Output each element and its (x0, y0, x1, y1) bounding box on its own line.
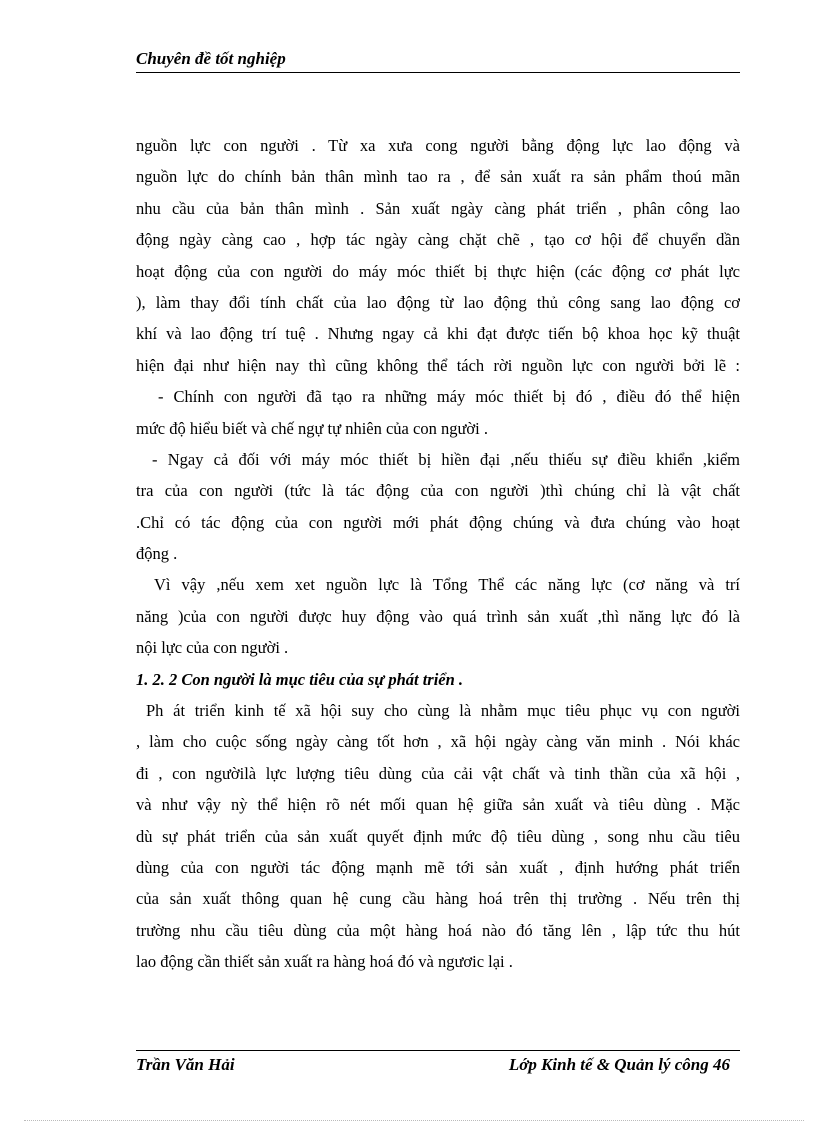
text-line: - Chính con người đã tạo ra những máy móc thiết bị đó , điều đó thể hiện (158, 387, 740, 407)
text-line: hoạt động của con người do máy móc thiết bị thực hiện (các động cơ phát lực (136, 261, 740, 281)
text-line: của sản xuất thông quan hệ cung cầu hàng hoá trên thị trường . Nếu trên thị (136, 889, 740, 909)
text-line: nguồn lực con người . Từ xa xưa cong người bằng động lực lao động và (136, 136, 740, 155)
text-line: Ph át triển kinh tế xã hội suy cho cùng là nhằm mục tiêu phục vụ con người (146, 701, 740, 721)
text-line: ), làm thay đổi tính chất của lao động từ lao động thủ công sang lao động cơ (136, 292, 740, 312)
text-line: Vì vậy ,nếu xem xet nguồn lực là Tổng Thể các năng lực (cơ năng và trí (154, 575, 740, 595)
footer-author: Trần Văn Hải (136, 1055, 235, 1074)
text-line: .Chỉ có tác động của con người mới phát động chúng và đưa chúng vào hoạt (136, 512, 740, 532)
text-line: khí và lao động trí tuệ . Nhưng ngay cả khi đạt được tiến bộ khoa học kỹ thuật (136, 324, 740, 344)
text-line: - Ngay cả đối với máy móc thiết bị hiền đại ,nếu thiếu sự điều khiển ,kiểm (152, 449, 740, 469)
text-line: năng )của con người được huy động vào quá trình sản xuất ,thì năng lực đó là (136, 606, 740, 626)
text-line: dù sự phát triển của sản xuất quyết định mức độ tiêu dùng , song nhu cầu tiêu (136, 826, 740, 846)
text-line: đi , con ngườilà lực lượng tiêu dùng của cải vật chất và tinh thần của xã hội , (136, 763, 740, 783)
document-body (136, 130, 740, 978)
text-line: động . (136, 544, 178, 564)
text-line: và như vậy nỳ thể hiện rõ nét mối quan hệ giữa sản xuất và tiêu dùng . Mặc (136, 795, 740, 815)
section-heading: 1. 2. 2 Con người là mục tiêu của sự phát triển . (136, 669, 464, 689)
text-line: động ngày càng cao , hợp tác ngày càng chặt chẽ , tạo cơ hội để chuyển dần (136, 230, 740, 250)
text-line: hiện đại như hiện nay thì cũng không thể tách rời nguồn lực con người bởi lẽ : (136, 355, 740, 375)
text-line: nguồn lực do chính bản thân mình tao ra , để sản xuất ra sản phẩm thoú mãn (136, 167, 740, 187)
text-line: , làm cho cuộc sống ngày càng tốt hơn , xã hội ngày càng văn minh . Nói khác (136, 732, 740, 752)
text-line: lao động cần thiết sản xuất ra hàng hoá đó và ngươic lại . (136, 952, 513, 972)
text-line: mức độ hiểu biết và chế ngự tự nhiên của con người . (136, 418, 488, 438)
text-line: nhu cầu của bản thân mình . Sản xuất ngày càng phát triển , phân công lao (136, 198, 740, 218)
footer-class: Lớp Kinh tế & Quản lý công 46 (508, 1055, 730, 1074)
footer-divider (136, 1050, 740, 1051)
text-line: dùng của con người tác động mạnh mẽ tới sản xuất , định hướng phát triển (136, 857, 740, 877)
text-line: nội lực của con người . (136, 638, 289, 658)
page-edge-divider (24, 1120, 804, 1121)
text-line: trường nhu cầu tiêu dùng của một hàng hoá nào đó tăng lên , lập tức thu hút (136, 920, 740, 940)
page-header-title: Chuyên đề tốt nghiệp (136, 48, 740, 73)
text-line: tra của con người (tức là tác động của con người )thì chúng chỉ là vật chất (136, 481, 740, 501)
